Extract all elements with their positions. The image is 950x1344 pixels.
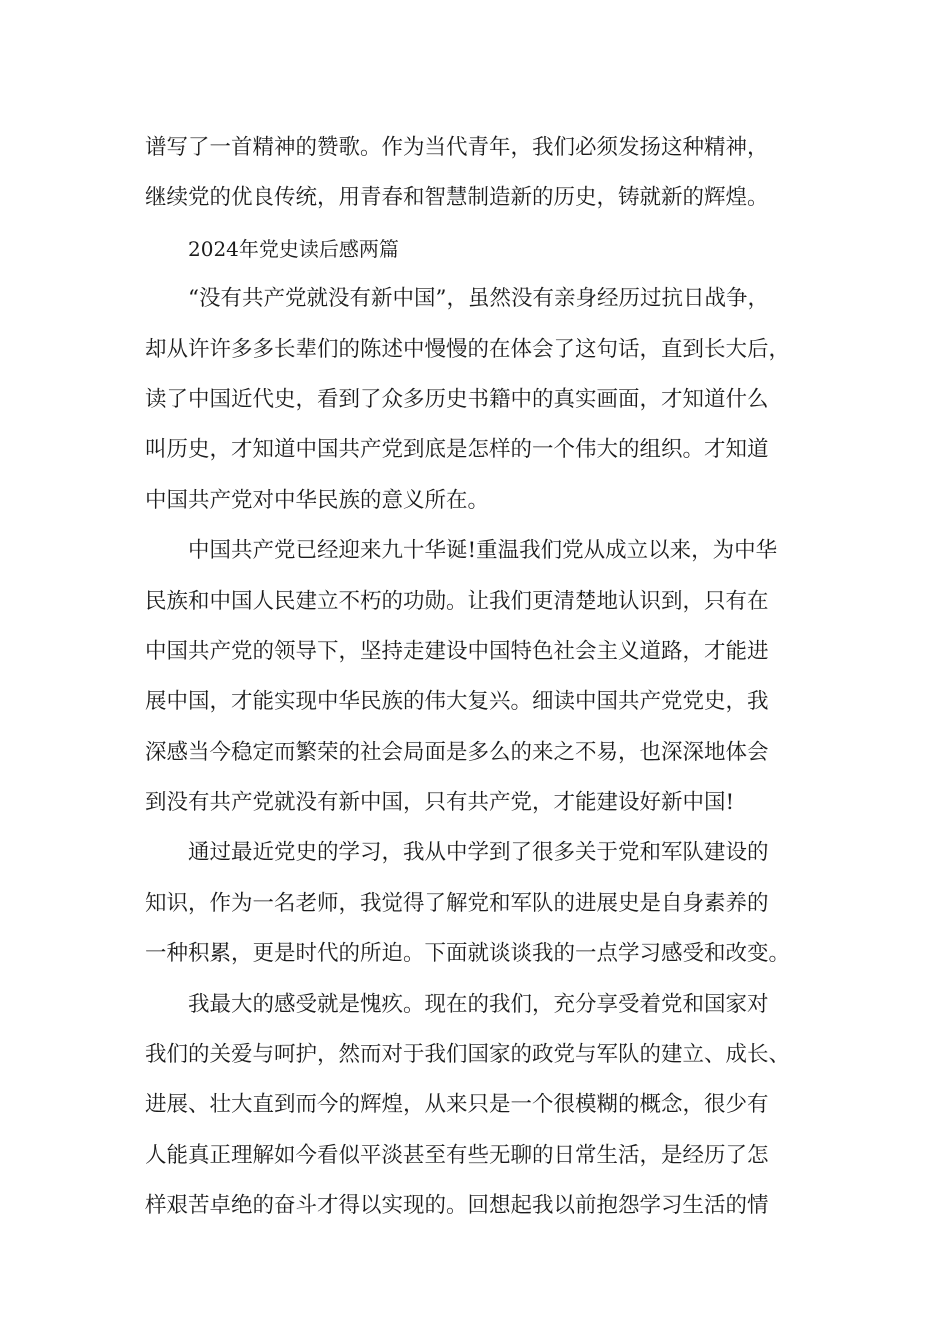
document-body [145,127,815,1236]
text-line: 深感当今稳定而繁荣的社会局面是多么的来之不易，也深深地体会 [145,739,769,765]
text-line: 一种积累，更是时代的所迫。下面就谈谈我的一点学习感受和改变。 [145,941,791,967]
text-line: 继续党的优良传统，用青春和智慧制造新的历史，铸就新的辉煌。 [145,185,769,211]
paragraph-first-line: 中国共产党已经迎来九十华诞!重温我们党从成立以来，为中华 [188,538,778,564]
text-line: 叫历史，才知道中国共产党到底是怎样的一个伟大的组织。才知道 [145,437,769,463]
text-line: 谱写了一首精神的赞歌。作为当代青年，我们必须发扬这种精神， [145,135,769,160]
text-line: 展中国，才能实现中华民族的伟大复兴。细读中国共产党党史，我 [145,689,769,715]
text-line: 民族和中国人民建立不朽的功勋。让我们更清楚地认识到，只有在 [145,588,769,614]
text-line: 读了中国近代史，看到了众多历史书籍中的真实画面，才知道什么 [145,386,769,412]
text-line: 中国共产党的领导下，坚持走建设中国特色社会主义道路，才能进 [145,638,769,664]
text-line: 知识，作为一名老师，我觉得了解党和军队的进展史是自身素养的 [145,890,769,916]
text-line: 到没有共产党就没有新中国，只有共产党，才能建设好新中国! [145,790,735,816]
paragraph-first-line: 我最大的感受就是愧疚。现在的我们，充分享受着党和国家对 [188,991,769,1017]
text-line: 进展、壮大直到而今的辉煌，从来只是一个很模糊的概念，很少有 [145,1092,769,1118]
text-line: 人能真正理解如今看似平淡甚至有些无聊的日常生活，是经历了怎 [145,1142,769,1168]
section-title: 2024年党史读后感两篇 [188,236,399,261]
text-line: 却从许许多多长辈们的陈述中慢慢的在体会了这句话，直到长大后， [145,336,791,362]
paragraph-first-line: “没有共产党就没有新中国”，虽然没有亲身经历过抗日战争， [188,286,769,312]
text-line: 中国共产党对中华民族的意义所在。 [145,487,490,513]
text-line: 样艰苦卓绝的奋斗才得以实现的。回想起我以前抱怨学习生活的情 [145,1193,769,1219]
text-line: 我们的关爱与呵护，然而对于我们国家的政党与军队的建立、成长、 [145,1042,791,1068]
paragraph-first-line: 通过最近党史的学习，我从中学到了很多关于党和军队建设的 [188,840,769,866]
